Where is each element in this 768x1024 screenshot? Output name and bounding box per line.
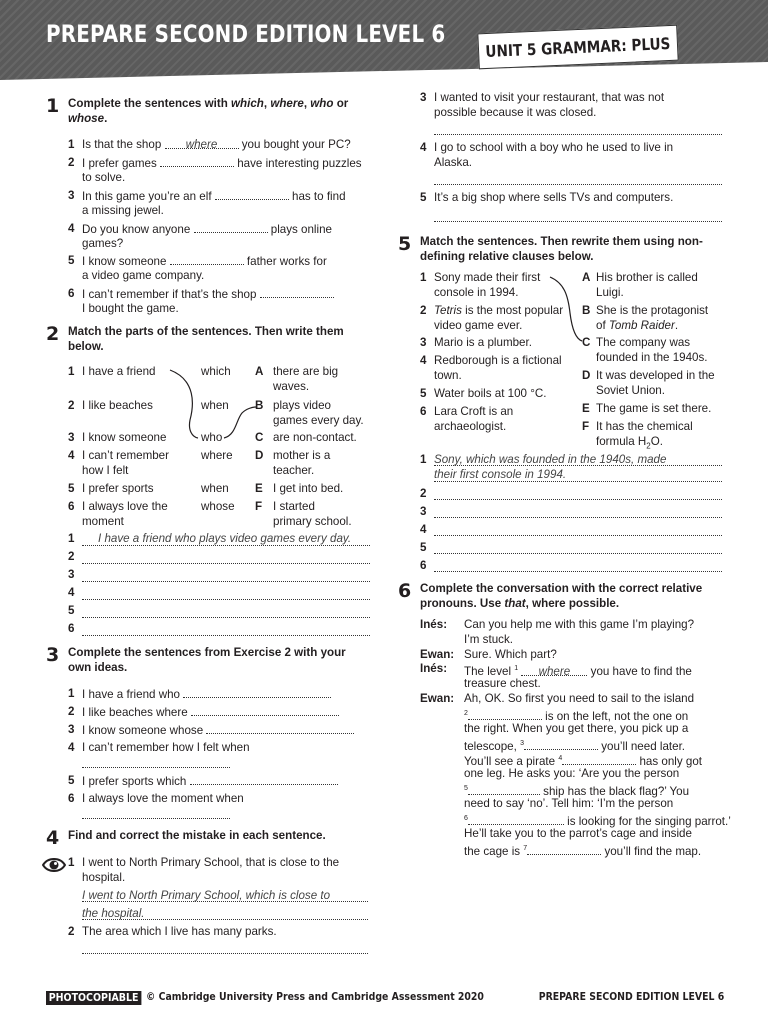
exercise-6: 6 Complete the conversation with the correct relative pronouns. Use that, where possible. Inés: Can you help me with this game I’m playing? I’m stuck. Ewan: Sure. Which part? Inés: The level $^1$ where you have to find the treasure chest. Ewan: Ah, OK. So first you need to sail to the island $^2$ is on the left, not the one on the right. When you get there, you pick up a telescope, $^3$ you’ll need later. You’ll see a pirate $^4$ has only got one leg. He asks you: ‘Are you the person $^5$ ship has the black flag?’ You need to say ‘no’. Tell him: ‘I’m the person $^6$ is looking for the singing parrot.’ He’ll take you to the parrot’s cage and inside the cage is $^7$ you’ll find the map. (398, 580, 731, 858)
answer-line[interactable] (434, 184, 722, 185)
answer-blank[interactable]: where (521, 664, 587, 676)
exercise-instruction: Match the parts of the sentences. Then write them below. (68, 325, 344, 353)
list-item: 3 In this game you’re an elf has to find a missing jewel. (68, 189, 346, 217)
copyright-text: © Cambridge University Press and Cambridge Assessment 2020 (146, 990, 484, 1003)
photocopiable-badge: PHOTOCOPIABLE (46, 991, 141, 1005)
exercise-5: 5 Match the sentences. Then rewrite them using non- defining relative clauses below. 1 Sony made their first console in 1994. 2 Tetris is the most popular video game ever. 3 Mario is a plumber. 4 Redborough is a fictional town. 5 Water boils at 100 °C. 6 Lara Croft is an archaeologist. A His brother is called Luigi. B She is the protagonist of Tomb Raider. C The company was founded in the 1940s. D It was developed in the Soviet Union. E The game is set there. F It has the chemical formula $H_2O$. 1 Sony, which was founded in the 1940s, made their first console in 1994. 2 3 4 5 6 (398, 235, 728, 575)
answer-blank[interactable] (183, 686, 331, 698)
answer-blank[interactable] (190, 773, 338, 785)
answer-line[interactable] (434, 134, 722, 135)
answer-line[interactable] (82, 953, 368, 954)
exercise-2: 2 Match the parts of the sentences. Then write them below. 1 I have a friend 2 I like beaches 3 I know someone 4 I can’t remember how I felt 5 I prefer sports 6 I always love the moment which when who where when whose A there are big waves. B plays video games every day. C are non-contact. D mother is a teacher. E I get into bed. F I started primary school. 1 I have a friend who plays video games every day. 2 3 4 5 6 (46, 325, 376, 640)
list-item: 2 I prefer games have interesting puzzles to solve. (68, 156, 362, 184)
answer-blank[interactable] (206, 722, 354, 734)
list-item: 5 I know someone father works for a video game company. (68, 254, 327, 282)
answer-blank[interactable] (215, 188, 289, 200)
relative-word: which (201, 365, 231, 378)
answer-blank[interactable] (468, 783, 540, 795)
list-item: 4 Do you know anyone plays online games? (68, 222, 332, 250)
exercise-4-continued (420, 90, 725, 230)
relative-word: when (201, 399, 229, 412)
answer-line[interactable]: 1 Sony, which was founded in the 1940s, made their first console in 1994. (420, 452, 722, 486)
exercise-number: 2 (46, 323, 60, 345)
exercise-number: 1 (46, 95, 60, 117)
list-item: 5 It’s a big shop where sells TVs and computers. (420, 190, 722, 226)
answer-blank[interactable] (82, 767, 230, 768)
answer-blank[interactable] (191, 704, 339, 716)
answer-blank[interactable]: where (165, 137, 239, 149)
answer-blank[interactable] (160, 155, 234, 167)
answer-blank[interactable] (524, 738, 598, 750)
list-item: 4 I go to school with a boy who he used to live in Alaska. (420, 140, 722, 186)
exercise-number: 6 (398, 580, 412, 602)
list-item: 3 I wanted to visit your restaurant, that was not possible because it was closed. (420, 90, 722, 136)
exercise-instruction: Complete the conversation with the correct relative pronouns. Use that, where possible. (420, 582, 703, 610)
answer-line[interactable] (434, 221, 722, 222)
exercise-number: 4 (46, 827, 60, 849)
exercise-instruction: Match the sentences. Then rewrite them using non- defining relative clauses below. (420, 235, 703, 263)
unit-label: UNIT 5 GRAMMAR: PLUS (485, 33, 671, 61)
list-item: 2 The area which I live has many parks. (68, 924, 368, 959)
relative-word: where (201, 449, 233, 462)
match-line (398, 235, 728, 355)
answer-blank[interactable] (527, 843, 601, 855)
exercise-instruction: Complete the sentences with which, where, who or whose. (68, 97, 349, 125)
relative-word: whose (201, 500, 235, 513)
answer-blank[interactable] (82, 818, 230, 819)
answer-blank[interactable] (468, 813, 564, 825)
exercise-instruction: Find and correct the mistake in each sentence. (68, 829, 326, 842)
exercise-number: 3 (46, 644, 60, 666)
answer-blank[interactable] (468, 708, 542, 720)
footer-series-title: PREPARE SECOND EDITION LEVEL 6 (538, 990, 724, 1003)
page-title: PREPARE SECOND EDITION LEVEL 6 (46, 20, 446, 48)
answer-blank[interactable] (562, 753, 636, 765)
match-line (46, 325, 376, 465)
page-footer (46, 990, 724, 1006)
dialogue-line: Ewan: Ah, OK. So first you need to sail to the island $^2$ is on the left, not the one on the right. When you get there, you pick up a telescope, $^3$ you’ll need later. You’ll see a pirate $^4$ has only got one leg. He asks you: ‘Are you the person $^5$ ship has the black flag?’ You need to say ‘no’. Tell him: ‘I’m the person $^6$ is looking for the singing parrot.’ He’ll take you to the parrot’s cage and inside the cage is $^7$ you’ll find the map. (420, 692, 731, 858)
exercise-instruction: Complete the sentences from Exercise 2 with your own ideas. (68, 646, 346, 674)
answer-blank[interactable] (194, 221, 268, 233)
relative-word: when (201, 482, 229, 495)
answer-blank[interactable] (260, 286, 334, 298)
list-item: 6 I can’t remember if that’s the shop I bought the game. (68, 286, 378, 316)
eye-icon (42, 856, 66, 874)
relative-word: who (201, 431, 223, 444)
exercise-number: 5 (398, 233, 412, 255)
list-item: 1 I went to North Primary School, that is close to the hospital. I went to North Primary School, which is close to the hospital. (68, 855, 368, 915)
exercise-4 (46, 829, 376, 959)
exercise-3: 3 Complete the sentences from Exercise 2 with your own ideas. 1 I have a friend who 2 I like beaches where 3 I know someone whose 4 I can’t remember how I felt when 5 I prefer sports which 6 I always love the moment when (46, 646, 376, 826)
answer-blank[interactable] (170, 253, 244, 265)
